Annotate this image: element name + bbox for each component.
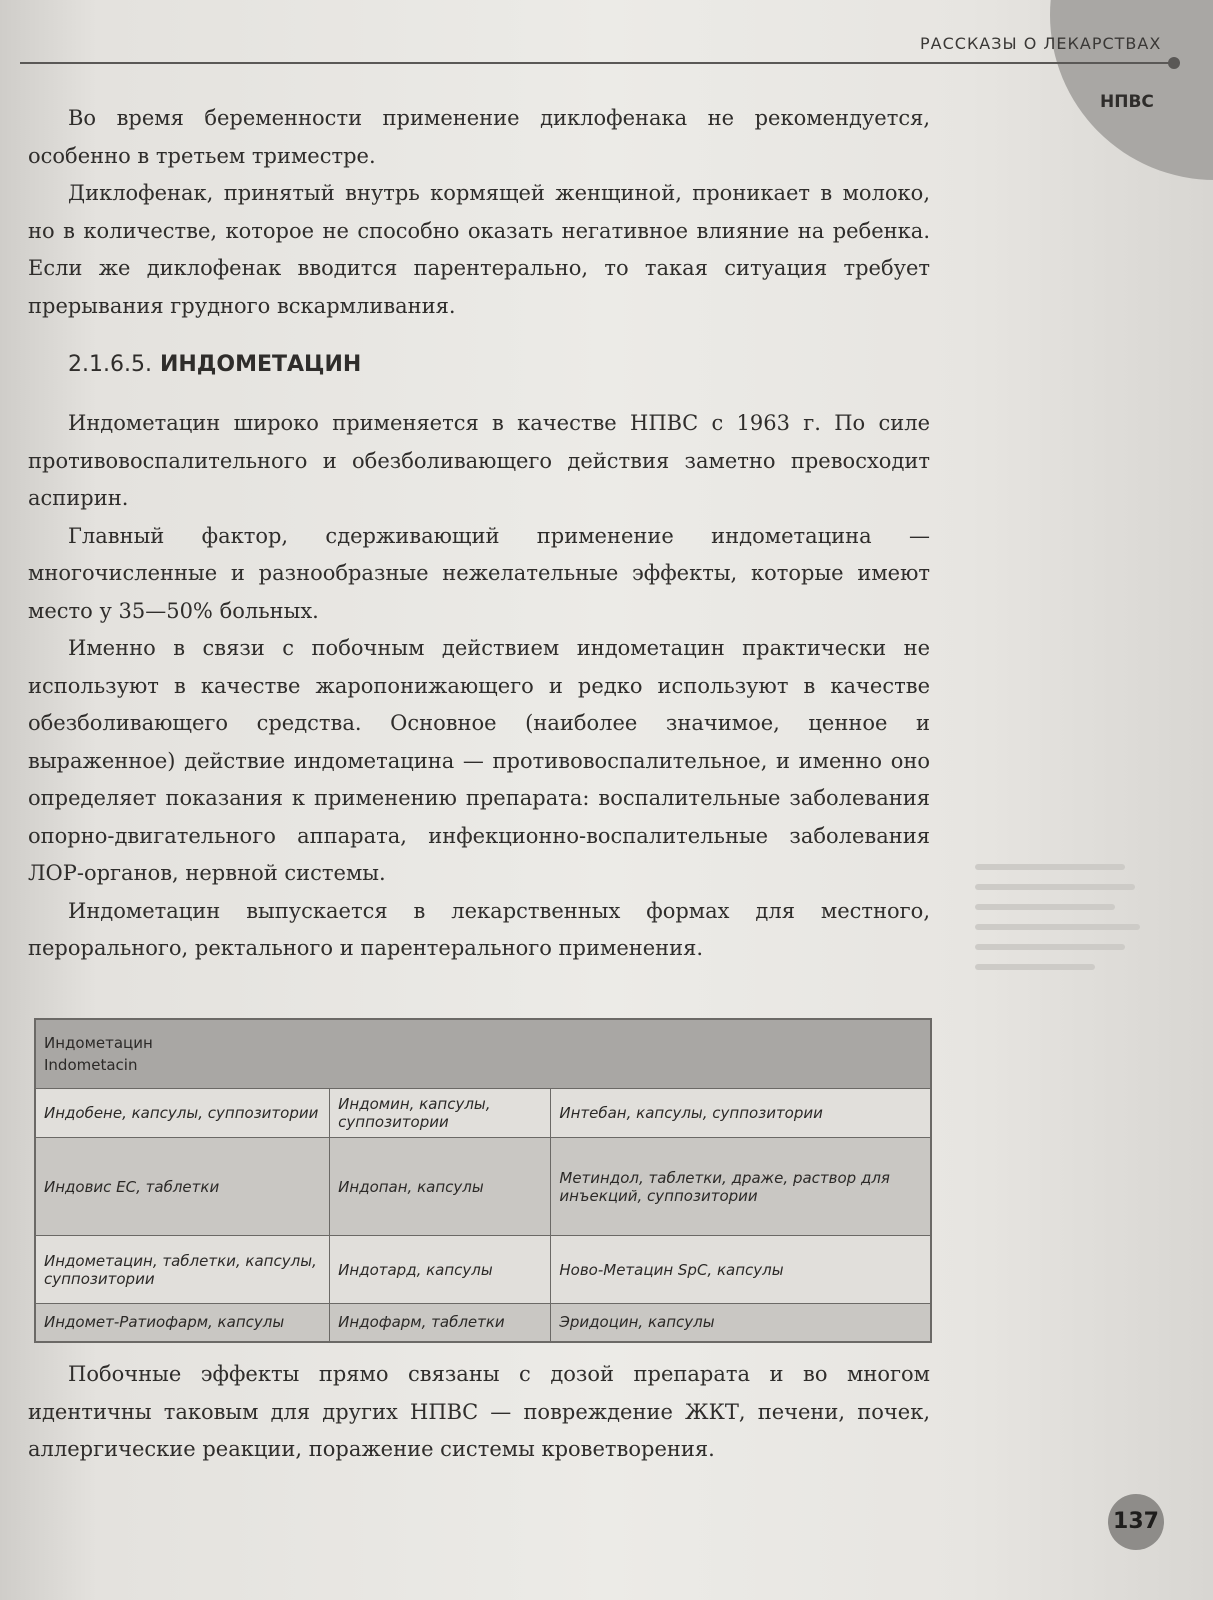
- table-header-row: [35, 1019, 931, 1089]
- table-row: [35, 1236, 931, 1304]
- paragraph: Диклофенак, принятый внутрь кормящей женщиной, проникает в молоко, но в количестве, которое не способно оказать негативное влияние на ребенка. Если же диклофенак вводится парентерально, то такая ситуация требует прерывания грудного вскармливания.: [28, 181, 930, 318]
- table-cell: Индобене, капсулы, суппозитории: [35, 1089, 330, 1138]
- running-header: РАССКАЗЫ О ЛЕКАРСТВАХ: [920, 34, 1162, 53]
- paragraph: Именно в связи с побочным действием индометацин практически не используют в качестве жаропонижающего и редко используют в качестве обезболивающего средства. Основное (наиболее значимое, ценное и выраженное) действие индометацина — противовоспалительное, и именно оно определяет показания к применению препарата: воспалительные заболевания опорно-двигательного аппарата, инфекционно-воспалительные заболевания ЛОР-органов, нервной системы.: [28, 636, 930, 885]
- paragraph: Побочные эффекты прямо связаны с дозой препарата и во многом идентичны таковым для других НПВС — повреждение ЖКТ, печени, почек, аллергические реакции, поражение системы кроветворения.: [28, 1362, 930, 1461]
- drug-forms-table: [34, 1018, 932, 1343]
- closing-text: [28, 1356, 930, 1469]
- section-number: 2.1.6.5.: [68, 352, 152, 377]
- table-cell: Индомин, капсулы, суппозитории: [330, 1089, 551, 1138]
- table-cell: Индовис ЕС, таблетки: [35, 1138, 330, 1236]
- table-cell: Ново-Метацин SpC, капсулы: [551, 1236, 931, 1304]
- table-row: [35, 1089, 931, 1138]
- table-cell: Индопан, капсулы: [330, 1138, 551, 1236]
- header-rule-dot: [1168, 57, 1180, 69]
- paragraph: Главный фактор, сдерживающий применение индометацина — многочисленные и разнообразные нежелательные эффекты, которые имеют место у 35—50% больных.: [28, 523, 930, 623]
- table-title-ru: Индометацин: [44, 1034, 153, 1052]
- page-number: 137: [1108, 1494, 1164, 1550]
- body-text: [28, 405, 930, 968]
- paragraph: Во время беременности применение диклофенака не рекомендуется, особенно в третьем триместре.: [28, 106, 930, 168]
- table-cell: Индотард, капсулы: [330, 1236, 551, 1304]
- table-title-cell: [35, 1019, 931, 1089]
- paragraph: Индометацин широко применяется в качестве НПВС с 1963 г. По силе противовоспалительного и обезболивающего действия заметно превосходит аспирин.: [28, 411, 930, 510]
- section-tag: НПВС: [1100, 92, 1154, 112]
- margin-note: [975, 850, 1155, 984]
- table-cell: Эридоцин, капсулы: [551, 1304, 931, 1342]
- table-cell: Индометацин, таблетки, капсулы, суппозитории: [35, 1236, 330, 1304]
- paragraph: Индометацин выпускается в лекарственных формах для местного, перорального, ректального и парентерального применения.: [28, 898, 930, 960]
- table-row: [35, 1138, 931, 1236]
- table-row: [35, 1304, 931, 1342]
- table-cell: Индомет-Ратиофарм, капсулы: [35, 1304, 330, 1342]
- table-cell: Интебан, капсулы, суппозитории: [551, 1089, 931, 1138]
- section-heading: [68, 352, 361, 377]
- table-title-lat: Indometacin: [44, 1056, 138, 1074]
- table-cell: Индофарм, таблетки: [330, 1304, 551, 1342]
- table-cell: Метиндол, таблетки, драже, раствор для инъекций, суппозитории: [551, 1138, 931, 1236]
- header-rule: [20, 62, 1172, 64]
- section-title: ИНДОМЕТАЦИН: [159, 352, 362, 377]
- intro-text: [28, 100, 930, 325]
